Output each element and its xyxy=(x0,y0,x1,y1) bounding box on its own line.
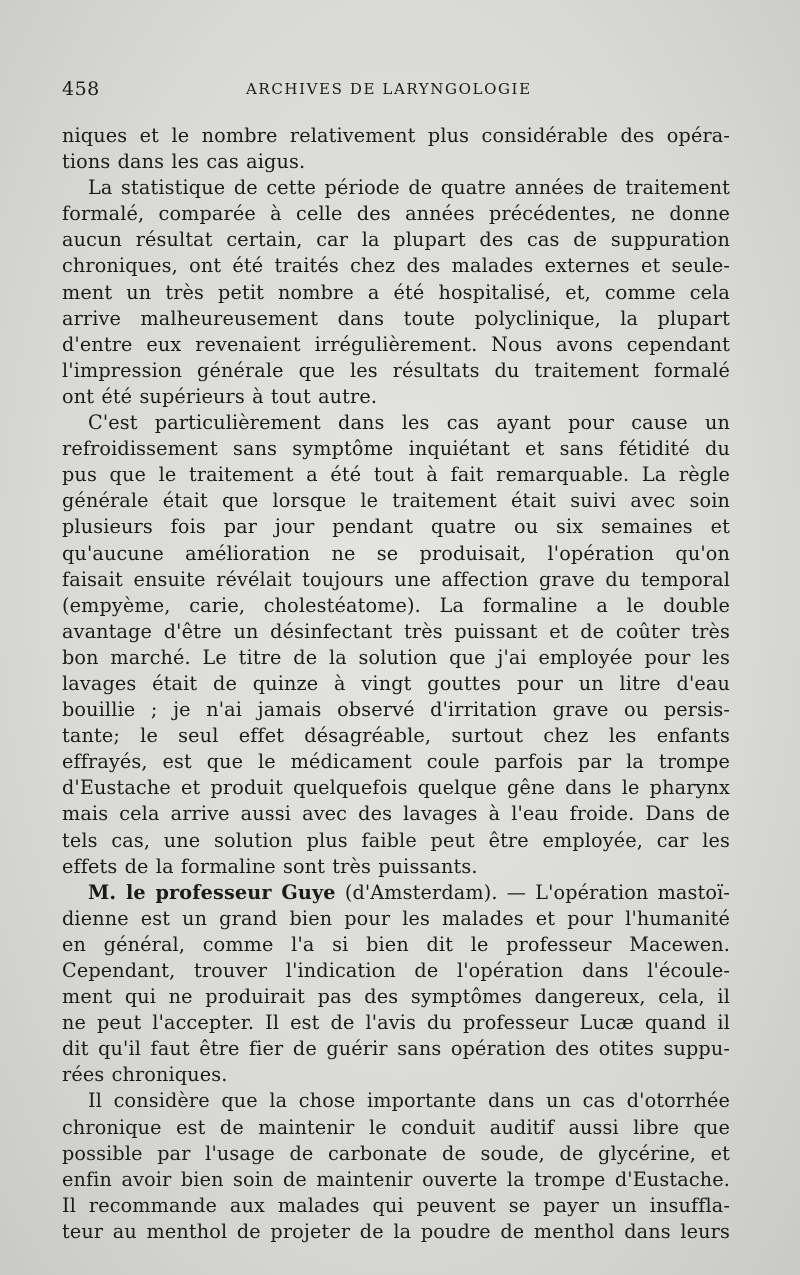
text-line: ment un très petit nombre a été hospitalisé, et, comme cela xyxy=(62,280,730,304)
text-line: dit qu'il faut être fier de guérir sans opération des otites suppu- xyxy=(62,1037,730,1061)
text-line: d'entre eux revenaient irrégulièrement. Nous avons cependant xyxy=(62,332,730,356)
text-line: refroidissement sans symptôme inquiétant et sans fétidité du xyxy=(62,437,730,461)
text-line: bon marché. Le titre de la solution que j'ai employée pour les xyxy=(62,645,730,669)
text-line: chronique est de maintenir le conduit auditif aussi libre que xyxy=(62,1115,730,1139)
text-line: générale était que lorsque le traitement était suivi avec soin xyxy=(62,489,730,513)
text-line: arrive malheureusement dans toute polyclinique, la plupart xyxy=(62,306,730,330)
text-line: plusieurs fois par jour pendant quatre ou six semaines et xyxy=(62,515,730,539)
text-line: teur au menthol de projeter de la poudre de menthol dans leurs xyxy=(62,1219,730,1243)
text-line: niques et le nombre relativement plus considérable des opéra- xyxy=(62,124,730,147)
text-line: ont été supérieurs à tout autre. xyxy=(62,384,378,408)
text-line: formalé, comparée à celle des années précédentes, ne donne xyxy=(62,202,730,226)
text-line: tels cas, une solution plus faible peut être employée, car les xyxy=(62,828,730,852)
journal-title: ARCHIVES DE LARYNGOLOGIE xyxy=(246,80,532,98)
text-line-rest: (d'Amsterdam). — L'opération mastoï- xyxy=(344,880,730,904)
text-line: pus que le traitement a été tout à fait remarquable. La règle xyxy=(62,463,730,487)
text-line: Il recommande aux malades qui peuvent se payer un insuffla- xyxy=(62,1193,730,1217)
speaker-name: M. le professeur Guye xyxy=(88,880,336,904)
text-line: C'est particulièrement dans les cas ayant pour cause un xyxy=(88,411,730,435)
text-line: Cependant, trouver l'indication de l'opération dans l'écoule- xyxy=(62,959,730,982)
running-head xyxy=(62,78,722,102)
text-line: effrayés, est que le médicament coule parfois par la trompe xyxy=(62,750,730,774)
text-line xyxy=(62,880,730,906)
text-line: tante; le seul effet désagréable, surtout chez les enfants xyxy=(62,724,730,748)
page-number: 458 xyxy=(62,78,100,100)
text-line: rées chroniques. xyxy=(62,1063,228,1087)
text-line: dienne est un grand bien pour les malades et pour l'humanité xyxy=(62,906,730,930)
text-line: Il considère que la chose importante dans un cas d'otorrhée xyxy=(88,1089,730,1113)
text-line: mais cela arrive aussi avec des lavages à l'eau froide. Dans de xyxy=(62,802,730,826)
text-line: en général, comme l'a si bien dit le professeur Macewen. xyxy=(62,932,730,956)
text-line: l'impression générale que les résultats du traitement formalé xyxy=(62,358,730,382)
text-line: effets de la formaline sont très puissants. xyxy=(62,854,478,878)
text-line: lavages était de quinze à vingt gouttes pour un litre d'eau xyxy=(62,671,730,695)
text-line: aucun résultat certain, car la plupart des cas de suppuration xyxy=(62,228,730,252)
text-line: avantage d'être un désinfectant très puissant et de coûter très xyxy=(62,619,730,643)
text-line: ne peut l'accepter. Il est de l'avis du professeur Lucæ quand il xyxy=(62,1011,730,1035)
body-text xyxy=(62,123,730,1245)
text-line: La statistique de cette période de quatre années de traitement xyxy=(88,176,730,200)
text-line: (empyème, carie, cholestéatome). La formaline a le double xyxy=(62,593,730,617)
text-line: faisait ensuite révélait toujours une affection grave du temporal xyxy=(62,567,730,591)
text-line: ment qui ne produirait pas des symptômes dangereux, cela, il xyxy=(62,985,730,1009)
text-line: bouillie ; je n'ai jamais observé d'irritation grave ou persis- xyxy=(62,698,730,722)
text-line: tions dans les cas aigus. xyxy=(62,150,306,174)
text-line: chroniques, ont été traités chez des malades externes et seule- xyxy=(62,254,730,278)
text-line: possible par l'usage de carbonate de soude, de glycérine, et xyxy=(62,1141,730,1165)
text-line: d'Eustache et produit quelquefois quelque gêne dans le pharynx xyxy=(62,776,730,800)
text-line: qu'aucune amélioration ne se produisait, l'opération qu'on xyxy=(62,541,730,565)
text-line: enfin avoir bien soin de maintenir ouverte la trompe d'Eustache. xyxy=(62,1167,730,1191)
